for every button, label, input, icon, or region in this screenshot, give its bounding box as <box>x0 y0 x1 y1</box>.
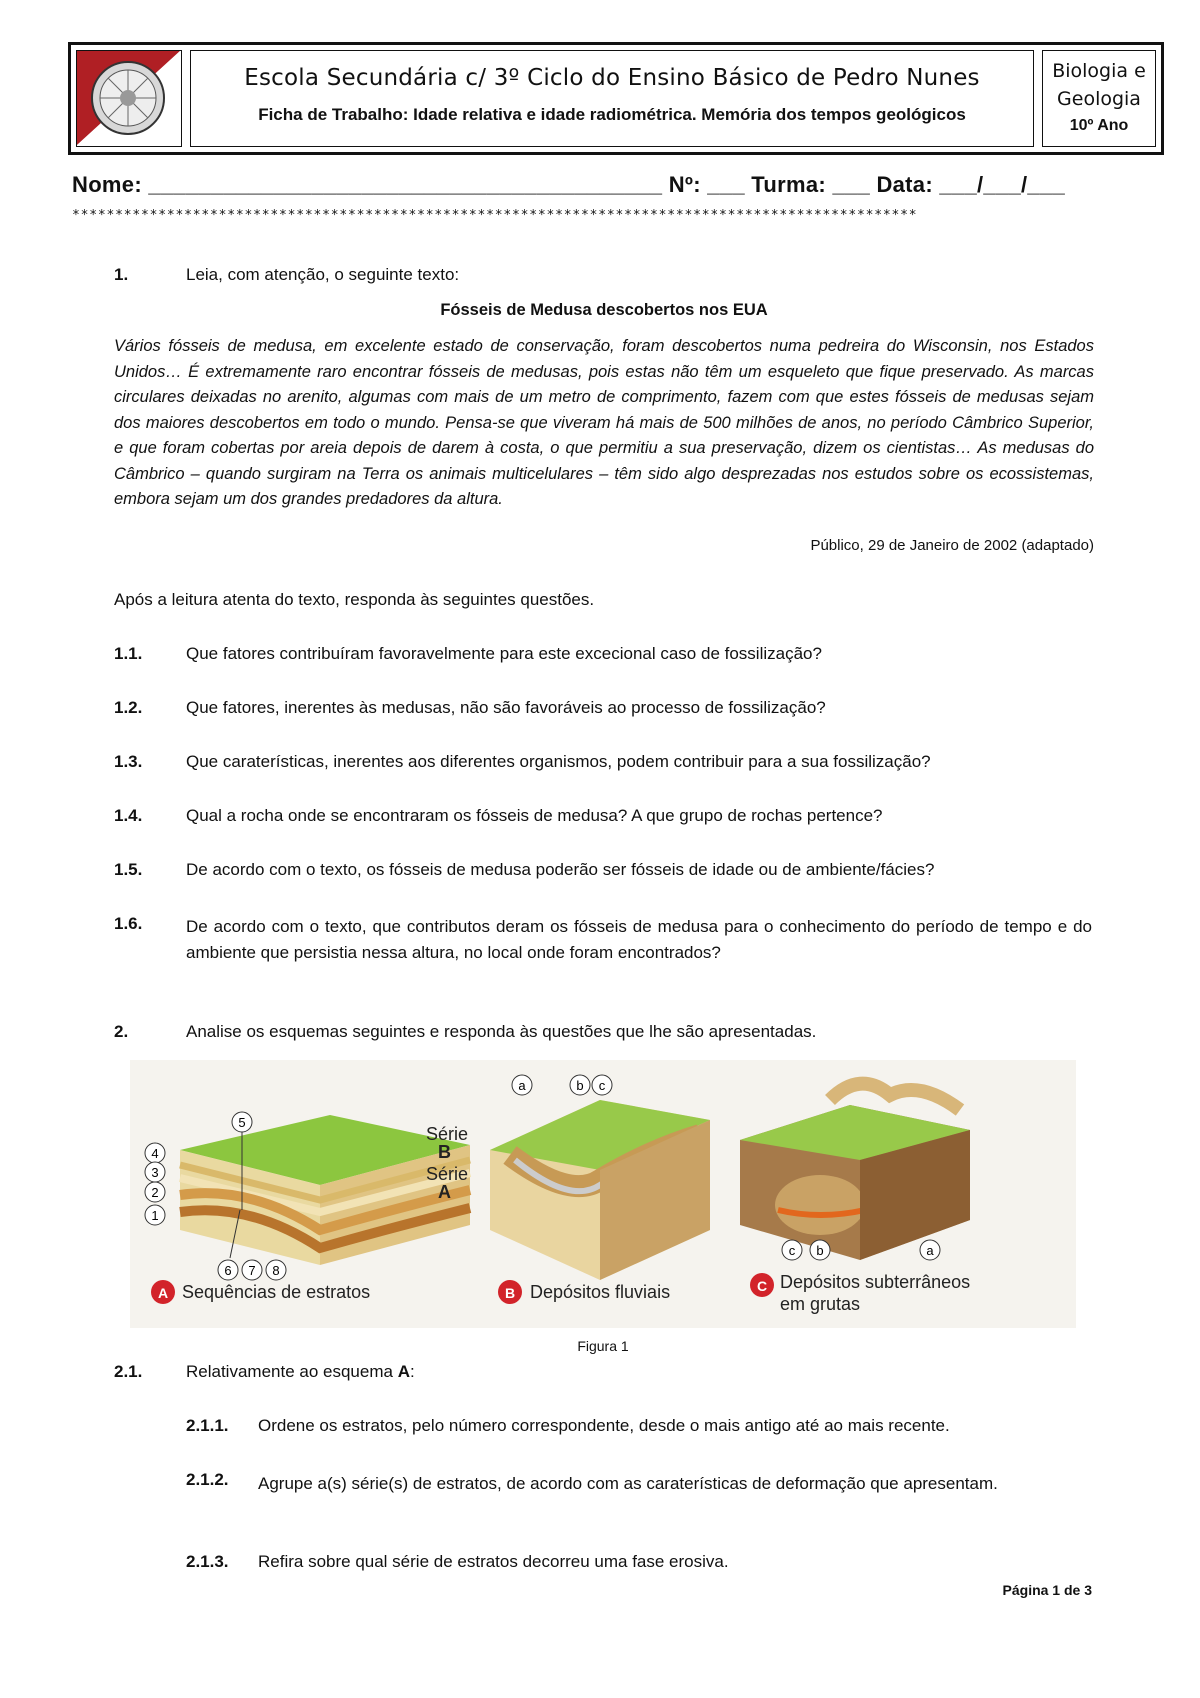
q1-1-text: Que fatores contribuíram favoravelmente para este excecional caso de fossilização? <box>186 644 822 663</box>
panel-b-block <box>490 1100 710 1280</box>
school-logo <box>76 50 182 147</box>
svg-text:1: 1 <box>151 1208 159 1223</box>
svg-text:a: a <box>518 1078 526 1093</box>
serie-b-letter: B <box>438 1142 451 1162</box>
page-number: Página 1 de 3 <box>1002 1582 1092 1598</box>
q1-number: 1. <box>114 265 129 284</box>
serie-a-letter: A <box>438 1182 451 1202</box>
svg-text:8: 8 <box>272 1263 280 1278</box>
panel-b-markers <box>512 1075 612 1095</box>
article-title: Fósseis de Medusa descobertos nos EUA <box>440 301 768 319</box>
q1-6-text: De acordo com o texto, que contributos deram os fósseis de medusa para o conhecimento do período de tempo e do ambiente que persistia nessa altura, no local onde foram encontrados? <box>186 917 1092 962</box>
q1-1-number: 1.1. <box>114 644 143 663</box>
q1-2-text: Que fatores, inerentes às medusas, não são favoráveis ao processo de fossilização? <box>186 698 826 717</box>
serie-a-label: Série <box>426 1164 469 1184</box>
q1-intro: Após a leitura atenta do texto, responda às seguintes questões. <box>114 590 595 609</box>
svg-text:7: 7 <box>248 1263 256 1278</box>
q1-3-number: 1.3. <box>114 752 143 771</box>
panel-c-block <box>740 1084 970 1260</box>
panel-a-letter: A <box>157 1285 169 1301</box>
article-source: Público, 29 de Janeiro de 2002 (adaptado) <box>810 537 1094 554</box>
subject-box <box>1042 50 1156 147</box>
q2-1-3-number: 2.1.3. <box>186 1552 229 1571</box>
panel-b-letter: B <box>504 1285 516 1301</box>
student-info-line: Nome: _________________________________________ Nº: ___ Turma: ___ Data: ___/___/___ <box>72 172 1066 197</box>
panel-c-label-1: Depósitos subterrâneos <box>780 1272 971 1292</box>
serie-b-label: Série <box>426 1124 469 1144</box>
svg-text:3: 3 <box>151 1165 159 1180</box>
q2-number: 2. <box>114 1022 129 1041</box>
panel-c-label-2: em grutas <box>780 1294 861 1314</box>
q2-1-1-text: Ordene os estratos, pelo número correspondente, desde o mais antigo até ao mais recente. <box>258 1416 950 1435</box>
q1-6-number: 1.6. <box>114 914 143 933</box>
q1-4-text: Qual a rocha onde se encontraram os fósseis de medusa? A que grupo de rochas pertence? <box>186 806 883 825</box>
school-name: Escola Secundária c/ 3º Ciclo do Ensino Básico de Pedro Nunes <box>244 65 980 91</box>
q2-1-text-bold: A <box>397 1362 410 1381</box>
worksheet-title: Ficha de Trabalho: Idade relativa e idade radiométrica. Memória dos tempos geológicos <box>258 105 966 124</box>
svg-text:4: 4 <box>151 1146 159 1161</box>
q2-1-text <box>186 1362 415 1382</box>
figure-caption: Figura 1 <box>577 1338 629 1354</box>
header-title-box <box>190 50 1034 147</box>
panel-b-label: Depósitos fluviais <box>530 1282 671 1302</box>
separator: ************************************************************************************************** <box>72 208 918 223</box>
panel-c-letter: C <box>756 1278 768 1294</box>
svg-text:2: 2 <box>151 1185 159 1200</box>
q1-5-text: De acordo com o texto, os fósseis de medusa poderão ser fósseis de idade ou de ambiente/fácies? <box>186 860 935 879</box>
q1-2-number: 1.2. <box>114 698 143 717</box>
q2-1-text-suffix: : <box>409 1362 415 1381</box>
subject-line2: Geologia <box>1057 88 1141 110</box>
q2-1-text-prefix: Relativamente ao esquema <box>186 1362 398 1381</box>
q2-text: Analise os esquemas seguintes e responda às questões que lhe são apresentadas. <box>186 1022 817 1041</box>
q2-1-1-number: 2.1.1. <box>186 1416 229 1435</box>
svg-text:c: c <box>598 1078 606 1093</box>
q1-text: Leia, com atenção, o seguinte texto: <box>186 265 460 284</box>
subject-line1: Biologia e <box>1052 60 1146 82</box>
svg-text:6: 6 <box>224 1263 232 1278</box>
figure-1 <box>130 1060 1076 1328</box>
q2-1-2-text: Agrupe a(s) série(s) de estratos, de acordo com as caraterísticas de deformação que apresentam. <box>258 1474 998 1493</box>
q1-4-number: 1.4. <box>114 806 143 825</box>
panel-a-label: Sequências de estratos <box>182 1282 371 1302</box>
article-body: Vários fósseis de medusa, em excelente estado de conservação, foram descobertos numa pedreira do Wisconsin, nos Estados Unidos… É extremamente raro encontrar fósseis de medusas, pois estas não têm um esqueleto que fique preservado. As marcas circulares deixadas no arenito, algumas com mais de um metro de comprimento, fazem com que estes fósseis de medusas sejam dos maiores descobertos em todo o mundo. Pensa-se que viveram há mais de 500 milhões de anos, no período Câmbrico Superior, e que foram cobertas por areia depois de darem à costa, o que permitiu a sua preservação, dizem os cientistas… As medusas do Câmbrico – quando surgiram na Terra os animais multicelulares – têm sido algo desprezadas nos estudos sobre os ecossistemas, embora sejam um dos grandes predadores da altura. <box>114 337 1094 508</box>
q1-5-number: 1.5. <box>114 860 143 879</box>
q2-1-2-number: 2.1.2. <box>186 1470 229 1489</box>
q2-1-number: 2.1. <box>114 1362 143 1381</box>
svg-text:c: c <box>788 1243 796 1258</box>
svg-text:b: b <box>576 1078 584 1093</box>
svg-text:b: b <box>816 1243 824 1258</box>
svg-text:a: a <box>926 1243 934 1258</box>
q1-3-text: Que caraterísticas, inerentes aos diferentes organismos, podem contribuir para a sua fossilização? <box>186 752 931 771</box>
q2-1-3-text: Refira sobre qual série de estratos decorreu uma fase erosiva. <box>258 1552 729 1571</box>
svg-text:5: 5 <box>238 1115 246 1130</box>
school-year: 10º Ano <box>1069 117 1129 134</box>
